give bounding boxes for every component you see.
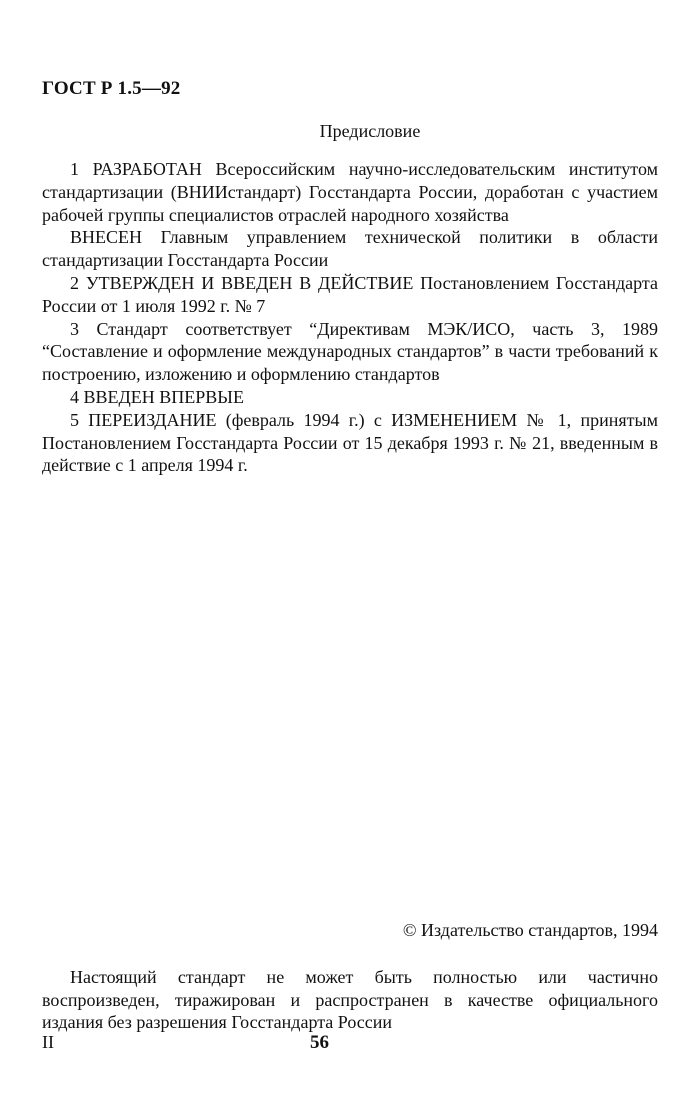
paragraph-approved: 2 УТВЕРЖДЕН И ВВЕДЕН В ДЕЙСТВИЕ Постановлением Госстандарта России от 1 июля 1992 г. № 7 [42, 272, 658, 316]
paragraph-developed: 1 РАЗРАБОТАН Всероссийским научно-исследовательским институтом стандартизации (ВНИИстандарт) Госстандарта России, доработан с участием рабочей группы специалистов отраслей народного хозяйства [42, 159, 658, 225]
reproduction-notice [42, 966, 658, 1034]
page-roman-numeral: II [42, 1032, 54, 1052]
foreword-body [42, 158, 658, 477]
copyright-line: © Издательство стандартов, 1994 [402, 920, 658, 940]
paragraph-first-introduced: 4 ВВЕДЕН ВПЕРВЫЕ [70, 386, 244, 407]
notice-text: Настоящий стандарт не может быть полностью или частично воспроизведен, тиражирован и распространен в качестве официального издания без разрешения Госстандарта России [42, 967, 658, 1032]
paragraph-reissue: 5 ПЕРЕИЗДАНИЕ (февраль 1994 г.) с ИЗМЕНЕНИЕМ № 1, принятым Постановлением Госстандарта России от 15 декабря 1993 г. № 21, введенным в действие с 1 апреля 1994 г. [42, 409, 658, 476]
page-title: Предисловие [319, 121, 421, 141]
document-header: ГОСТ Р 1.5—92 [42, 78, 181, 99]
paragraph-conformity: 3 Стандарт соответствует “Директивам МЭК/ИСО, часть 3, 1989 “Составление и оформление международных стандартов” в части требований к построению, изложению и оформлению стандартов [42, 318, 658, 385]
paragraph-introduced: ВНЕСЕН Главным управлением технической политики в области стандартизации Госстандарта России [42, 227, 658, 271]
page-number: 56 [310, 1032, 329, 1053]
